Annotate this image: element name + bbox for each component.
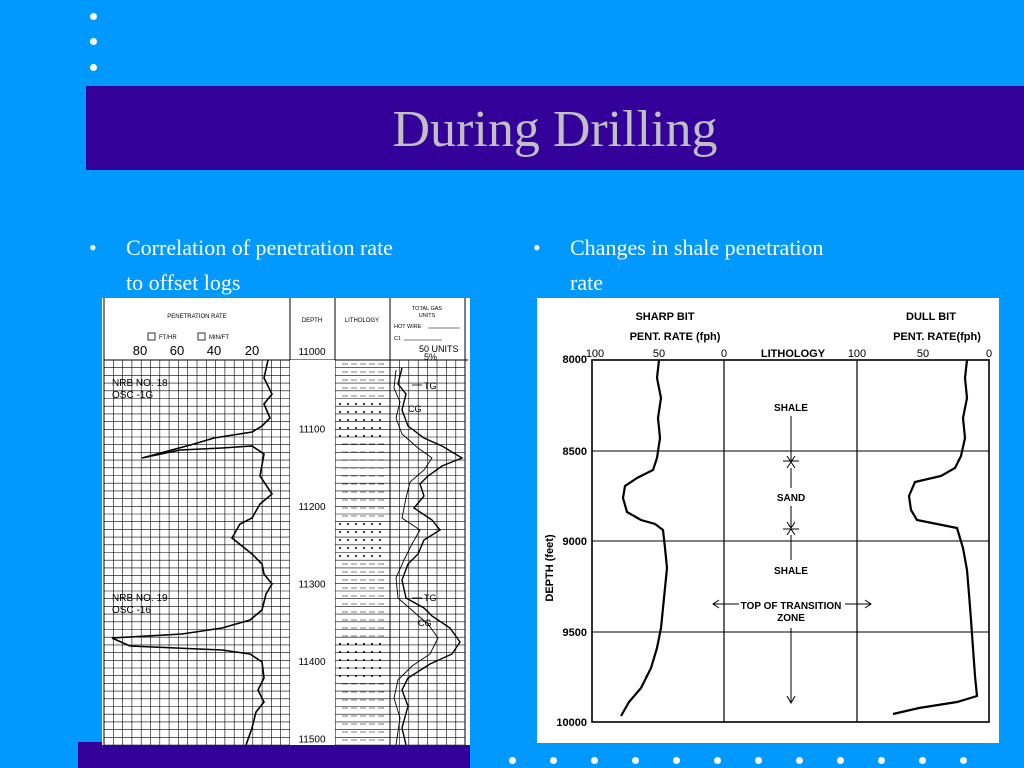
- sand-dot: [355, 675, 357, 677]
- scale-label: 40: [206, 343, 222, 358]
- bullet-text: [126, 230, 393, 300]
- sand-dot: [371, 675, 373, 677]
- sand-dot: [355, 539, 357, 541]
- sand-dot: [379, 419, 381, 421]
- bullet-mark: •: [89, 235, 97, 260]
- lithology-label: LITHOLOGY: [760, 348, 826, 360]
- sand-dot: [379, 435, 381, 437]
- sand-dot: [347, 419, 349, 421]
- decor-dot: [796, 757, 803, 764]
- sand-dot: [379, 539, 381, 541]
- sand-dot: [363, 427, 365, 429]
- hot-wire-label: HOT WIRE: [394, 324, 422, 330]
- scale-label: 60: [169, 343, 185, 358]
- sharp-bit-title: SHARP BIT: [635, 311, 695, 323]
- sand-dot: [347, 675, 349, 677]
- sand-dot: [355, 555, 357, 557]
- sand-dot: [347, 435, 349, 437]
- sand-dot: [339, 435, 341, 437]
- fifty-units-label: 50 UNITS: [419, 344, 459, 354]
- gas-label: CG: [418, 618, 432, 628]
- sand-dot: [339, 643, 341, 645]
- min-ft-label: MIN/FT: [209, 335, 229, 341]
- total-gas-header: TOTAL GAS: [411, 306, 443, 312]
- sand-dot: [379, 531, 381, 533]
- sand-dot: [379, 667, 381, 669]
- sand-dot: [339, 675, 341, 677]
- sand-dot: [347, 555, 349, 557]
- sand-dot: [347, 643, 349, 645]
- left-scale-tick: 50: [652, 348, 666, 360]
- well-label: OSC -16: [112, 605, 151, 616]
- well-label: NRB NO. 19: [112, 593, 168, 604]
- slide-title: During Drilling: [392, 101, 718, 158]
- sand-dot: [379, 675, 381, 677]
- chromatograph-curve: [394, 370, 438, 745]
- left-scale-tick: 0: [720, 348, 728, 360]
- sand-dot: [371, 403, 373, 405]
- decor-dot: [90, 64, 97, 71]
- scale-label: 80: [132, 343, 148, 358]
- sand-dot: [347, 411, 349, 413]
- sand-dot: [347, 427, 349, 429]
- zone-label: SHALE: [774, 566, 808, 577]
- decor-dot: [509, 757, 516, 764]
- sand-dot: [363, 435, 365, 437]
- pent-rate-left-label: PENT. RATE (fph): [629, 331, 721, 343]
- bullet-line: Changes in shale penetration: [570, 235, 824, 260]
- sand-dot: [363, 675, 365, 677]
- sand-dot: [363, 539, 365, 541]
- sand-dot: [339, 667, 341, 669]
- sand-dot: [379, 427, 381, 429]
- sand-dot: [371, 643, 373, 645]
- sand-dot: [355, 651, 357, 653]
- bullet-text: [570, 230, 824, 300]
- sand-dot: [379, 403, 381, 405]
- sand-dot: [347, 539, 349, 541]
- depth-axis-label: DEPTH (feet): [544, 534, 556, 602]
- gas-label: CG: [408, 404, 422, 414]
- sand-dot: [371, 523, 373, 525]
- title-bar: [86, 86, 1024, 170]
- decor-dot: [837, 757, 844, 764]
- zone-label: SHALE: [774, 403, 808, 414]
- bullet-right: [533, 230, 953, 300]
- sand-dot: [339, 419, 341, 421]
- sand-dot: [371, 427, 373, 429]
- sand-dot: [355, 643, 357, 645]
- sand-dot: [355, 667, 357, 669]
- sand-dot: [355, 411, 357, 413]
- depth-tick: 9500: [562, 627, 587, 639]
- units-header: UNITS: [418, 313, 436, 319]
- sand-dot: [363, 411, 365, 413]
- decor-dot: [90, 13, 97, 20]
- scale-label: 20: [244, 343, 260, 358]
- depth-label: 11200: [298, 502, 326, 513]
- depth-tick: 8000: [562, 354, 587, 366]
- zone-label: SAND: [776, 493, 806, 504]
- right-scale-tick: 50: [916, 348, 930, 360]
- sand-dot: [347, 651, 349, 653]
- correlation-log: [102, 298, 470, 745]
- bullet-line: Correlation of penetration rate: [126, 235, 393, 260]
- decor-dot: [673, 757, 680, 764]
- dull-bit-curve: [893, 360, 977, 714]
- bullet-left: [89, 230, 489, 300]
- sand-dot: [347, 659, 349, 661]
- sand-dot: [339, 539, 341, 541]
- sand-dot: [371, 555, 373, 557]
- depth-header: DEPTH: [301, 318, 323, 324]
- depth-tick: 10000: [556, 717, 587, 729]
- bullet-mark: •: [533, 235, 541, 260]
- sand-dot: [371, 667, 373, 669]
- sand-dot: [355, 531, 357, 533]
- right-scale-tick: 100: [847, 348, 867, 360]
- sand-dot: [363, 651, 365, 653]
- depth-label: 11500: [298, 734, 326, 745]
- pent-rate-right-label: PENT. RATE(fph): [893, 331, 981, 343]
- sand-dot: [363, 555, 365, 557]
- sand-dot: [363, 403, 365, 405]
- sand-dot: [371, 539, 373, 541]
- sand-dot: [371, 547, 373, 549]
- decor-dot: [878, 757, 885, 764]
- sand-dot: [347, 547, 349, 549]
- sand-dot: [355, 419, 357, 421]
- decor-dot: [919, 757, 926, 764]
- lithology-header: LITHOLOGY: [344, 318, 380, 324]
- depth-tick: 8500: [562, 446, 587, 458]
- ft-hr-label: FT/HR: [159, 335, 177, 341]
- sand-dot: [355, 427, 357, 429]
- sand-dot: [347, 531, 349, 533]
- bullet-line: to offset logs: [126, 270, 241, 295]
- sand-dot: [371, 435, 373, 437]
- sand-dot: [363, 547, 365, 549]
- right-figure: [537, 298, 999, 743]
- sand-dot: [363, 419, 365, 421]
- sand-dot: [339, 427, 341, 429]
- sand-dot: [379, 547, 381, 549]
- sand-dot: [339, 411, 341, 413]
- sand-dot: [379, 659, 381, 661]
- decor-dot: [632, 757, 639, 764]
- well-label: NRB NO. 18: [112, 378, 168, 389]
- sand-dot: [355, 403, 357, 405]
- sand-dot: [339, 659, 341, 661]
- c1-label: C1: [394, 336, 402, 342]
- penetration-rate-header: PENETRATION RATE: [167, 314, 227, 320]
- sand-dot: [339, 547, 341, 549]
- decor-dot: [714, 757, 721, 764]
- sand-dot: [347, 667, 349, 669]
- depth-label: 11100: [298, 424, 326, 436]
- depth-label: 11400: [298, 657, 326, 668]
- sand-dot: [339, 555, 341, 557]
- sand-dot: [355, 435, 357, 437]
- sand-dot: [363, 643, 365, 645]
- sand-dot: [347, 403, 349, 405]
- sand-dot: [363, 659, 365, 661]
- decor-dot: [960, 757, 967, 764]
- sand-dot: [363, 531, 365, 533]
- sand-dot: [355, 547, 357, 549]
- sand-dot: [371, 411, 373, 413]
- sand-dot: [371, 531, 373, 533]
- gas-label: TG: [424, 381, 437, 391]
- sand-dot: [339, 531, 341, 533]
- depth-label: 11000: [298, 347, 326, 358]
- sand-dot: [379, 651, 381, 653]
- sand-dot: [355, 659, 357, 661]
- sand-dot: [339, 651, 341, 653]
- transition-label: ZONE: [777, 613, 805, 624]
- left-figure: [102, 298, 470, 745]
- bottom-bar: [78, 742, 470, 768]
- bullet-line: rate: [570, 270, 603, 295]
- transition-label: TOP OF TRANSITION: [740, 601, 842, 612]
- sand-dot: [371, 419, 373, 421]
- decor-dot: [550, 757, 557, 764]
- sand-dot: [363, 523, 365, 525]
- sand-dot: [347, 523, 349, 525]
- sand-dot: [379, 643, 381, 645]
- decor-dot: [90, 38, 97, 45]
- well-label: OSC -1G: [112, 390, 154, 401]
- sand-dot: [355, 523, 357, 525]
- sharp-bit-curve: [621, 360, 667, 716]
- five-pct-label: 5%: [424, 352, 438, 362]
- sand-dot: [379, 523, 381, 525]
- total-gas-curve: [398, 368, 462, 745]
- sand-dot: [339, 403, 341, 405]
- sand-dot: [379, 555, 381, 557]
- left-scale-tick: 100: [585, 348, 605, 360]
- right-scale-tick: 0: [985, 348, 993, 360]
- gas-label: TG: [424, 593, 437, 603]
- sand-dot: [339, 523, 341, 525]
- decor-dot: [591, 757, 598, 764]
- decor-dot: [755, 757, 762, 764]
- shale-penetration-chart: [537, 298, 999, 743]
- depth-label: 11300: [298, 579, 326, 591]
- sand-dot: [379, 411, 381, 413]
- sand-dot: [371, 659, 373, 661]
- dull-bit-title: DULL BIT: [906, 311, 956, 323]
- sand-dot: [363, 667, 365, 669]
- depth-tick: 9000: [562, 536, 587, 548]
- sand-dot: [371, 651, 373, 653]
